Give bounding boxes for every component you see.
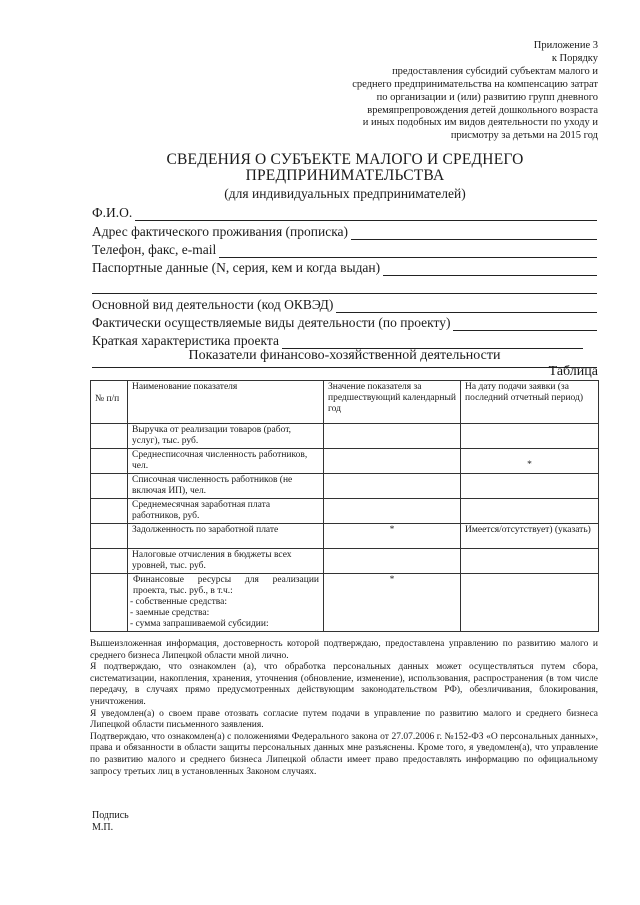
cell-current[interactable] xyxy=(461,424,599,449)
phone-field[interactable] xyxy=(219,244,597,258)
section-title: Показатели финансово-хозяйственной деятельности xyxy=(188,348,501,363)
cell-current[interactable]: Имеется/отсутствует) (указать) xyxy=(461,524,599,549)
phone-label: Телефон, факс, e-mail xyxy=(92,241,217,257)
address-row xyxy=(92,221,597,239)
fio-row xyxy=(92,203,597,221)
header-name: Наименование показателя xyxy=(128,381,324,424)
table-row xyxy=(91,499,599,524)
document-subtitle: (для индивидуальных предпринимателей) xyxy=(224,186,466,201)
required-mark: * xyxy=(527,460,532,470)
paragraph: Я уведомлен(а) о своем праве отозвать согласие путем подачи в управление по развитию малого и среднего бизнеса Липецкой области письменного заявления. xyxy=(90,708,598,731)
indicator-sub-own: - собственные средства: xyxy=(130,597,227,607)
table-row xyxy=(91,549,599,574)
table-row xyxy=(91,449,599,474)
cell-current[interactable] xyxy=(461,449,599,474)
cell-indicator: Выручка от реализации товаров (работ, услуг), тыс. руб. xyxy=(128,424,324,449)
consent-text xyxy=(90,639,598,778)
table-header-row xyxy=(91,381,599,424)
project-label: Краткая характеристика проекта xyxy=(92,333,279,349)
appendix-line: присмотру за детьми на 2015 год xyxy=(450,130,598,142)
cell-prev[interactable] xyxy=(324,524,461,549)
indicator-main: Финансовые ресурсы для реализации проекта, тыс. руб., в т.ч.: xyxy=(133,575,319,596)
table-row xyxy=(91,524,599,549)
cell-num xyxy=(91,524,128,549)
cell-indicator: Среднесписочная численность работников, чел. xyxy=(128,449,324,474)
passport-field-continuation[interactable] xyxy=(92,280,597,294)
fio-field[interactable] xyxy=(135,207,597,221)
cell-num xyxy=(91,499,128,524)
passport-label: Паспортные данные (N, серия, кем и когда выдан) xyxy=(92,260,381,276)
paragraph: Вышеизложенная информация, достоверность которой подтверждаю, предоставлена управлению по развитию малого и среднего бизнеса Липецкой области мной лично. xyxy=(90,639,598,661)
table-row xyxy=(91,574,599,632)
address-label: Адрес фактического проживания (прописка) xyxy=(92,223,349,239)
signature-block xyxy=(92,810,129,834)
address-field[interactable] xyxy=(351,226,597,240)
cell-prev[interactable] xyxy=(324,549,461,574)
phone-row xyxy=(92,240,597,258)
cell-indicator: Списочная численность работников (не включая ИП), чел. xyxy=(128,474,324,499)
activities-row xyxy=(92,313,597,331)
fio-label: Ф.И.О. xyxy=(92,205,133,221)
document-title xyxy=(90,152,600,184)
cell-current[interactable] xyxy=(461,574,599,632)
cell-current[interactable] xyxy=(461,499,599,524)
cell-prev[interactable] xyxy=(324,474,461,499)
appendix-line: по организации и (или) развитию групп дневного xyxy=(376,91,598,103)
table-row xyxy=(91,424,599,449)
cell-indicator xyxy=(128,574,324,632)
cell-num xyxy=(91,449,128,474)
passport-continuation-row xyxy=(92,276,597,294)
cell-current[interactable] xyxy=(461,549,599,574)
cell-current[interactable] xyxy=(461,474,599,499)
cell-indicator: Среднемесячная заработная плата работников, руб. xyxy=(128,499,324,524)
appendix-line: Приложение 3 xyxy=(533,40,598,51)
cell-num xyxy=(91,549,128,574)
indicator-sub-borrowed: - заемные средства: xyxy=(130,608,210,618)
table-row xyxy=(91,474,599,499)
signature-label: Подпись xyxy=(92,810,129,821)
header-num xyxy=(91,381,128,424)
cell-prev[interactable] xyxy=(324,499,461,524)
form-fields xyxy=(92,203,597,368)
indicator-sub-subsidy: - сумма запрашиваемой субсидии: xyxy=(130,619,269,629)
stamp-label: М.П. xyxy=(92,822,114,833)
appendix-line: времяпрепровождения детей дошкольного возраста xyxy=(367,104,598,116)
passport-row xyxy=(92,258,597,276)
appendix-line: предоставления субсидий субъектам малого и xyxy=(392,65,598,77)
cell-prev[interactable] xyxy=(324,574,461,632)
header-num-text: № п/п xyxy=(95,394,120,404)
activities-label: Фактически осуществляемые виды деятельности (по проекту) xyxy=(92,315,451,331)
title-line-2: ПРЕДПРИНИМАТЕЛЬСТВА xyxy=(245,167,445,184)
table-label: Таблица xyxy=(548,364,598,379)
header-prev-year: Значение показателя за предшествующий календарный год xyxy=(324,381,461,424)
title-line-1: СВЕДЕНИЯ О СУБЪЕКТЕ МАЛОГО И СРЕДНЕГО xyxy=(166,151,524,168)
passport-field[interactable] xyxy=(383,262,597,276)
okved-row xyxy=(92,294,597,312)
cell-indicator: Налоговые отчисления в бюджеты всех уровней, тыс. руб. xyxy=(128,549,324,574)
required-mark: * xyxy=(389,575,395,585)
project-row xyxy=(92,331,597,349)
cell-num xyxy=(91,424,128,449)
required-mark: * xyxy=(389,525,395,535)
activities-field[interactable] xyxy=(453,317,597,331)
appendix-line: и иных подобных им видов деятельности по уходу и xyxy=(362,117,598,129)
cell-prev[interactable] xyxy=(324,424,461,449)
cell-prev[interactable] xyxy=(324,449,461,474)
paragraph: Подтверждаю, что ознакомлен(а) с положениями Федерального закона от 27.07.2006 г. №152-ФЗ «О персональных данных», права и обязанности в области защиты персональных данных мне разъяснены. Кроме того, я уведомлен(а), что управление по развитию малого и среднего бизнеса Липецкой области имеет право предоставлять информацию по официальному запросу третьих лиц в установленных Законом случаях. xyxy=(90,731,598,777)
cell-indicator: Задолженность по заработной плате xyxy=(128,524,324,549)
okved-label: Основной вид деятельности (код ОКВЭД) xyxy=(92,296,334,312)
cell-num xyxy=(91,574,128,632)
appendix-line: среднего предпринимательства на компенсацию затрат xyxy=(352,78,598,90)
paragraph: Я подтверждаю, что ознакомлен (а), что обработка персональных данных может осуществляться путем сбора, систематизации, накопления, хранения, уточнения (обновление, изменение), использования, распространения (в том числе передачу, в случаях прямо предусмотренных действующим законодательством РФ), обезличивания, блокирования, уничтожения. xyxy=(90,662,598,707)
appendix-line: к Порядку xyxy=(551,52,598,64)
financial-table xyxy=(90,380,599,632)
appendix-header xyxy=(308,40,598,143)
header-current: На дату подачи заявки (за последний отчетный период) xyxy=(461,381,599,424)
okved-field[interactable] xyxy=(336,299,597,313)
cell-num xyxy=(91,474,128,499)
